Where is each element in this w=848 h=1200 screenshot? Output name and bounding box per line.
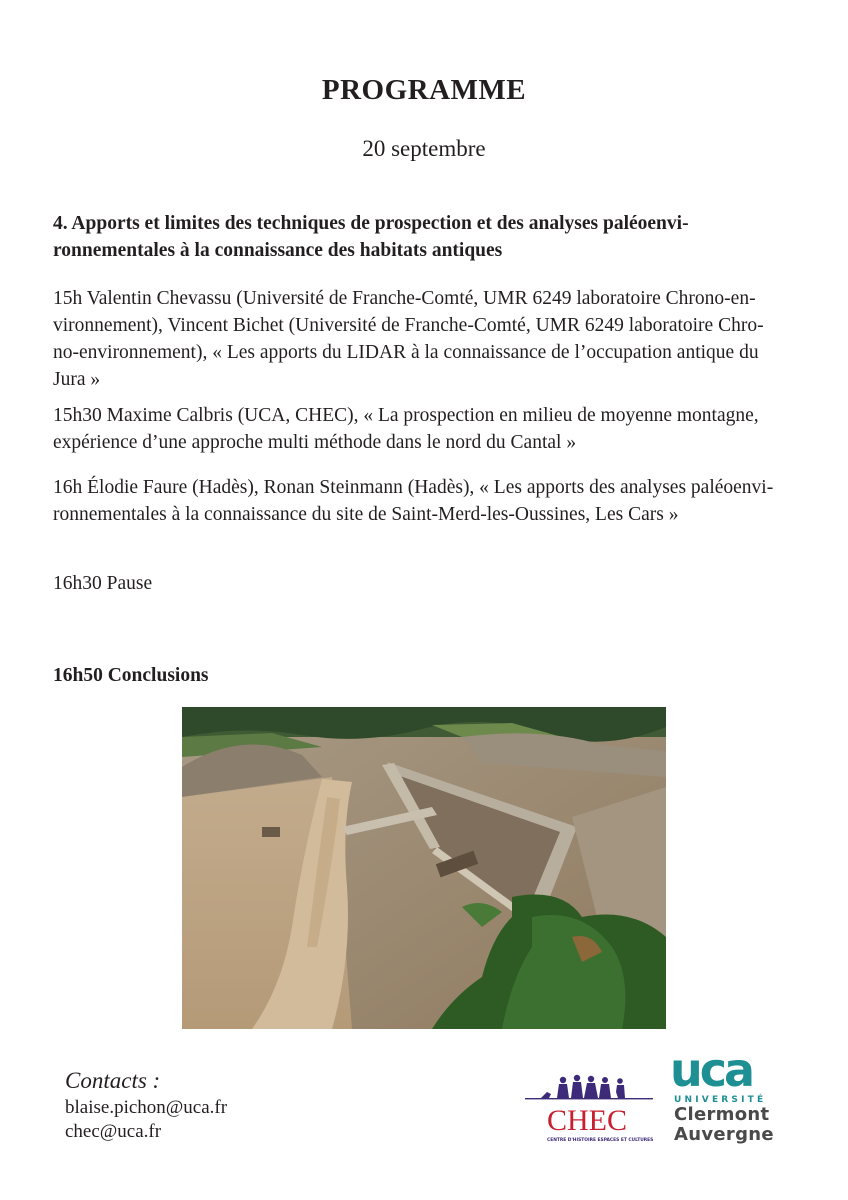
uca-logo bbox=[666, 1044, 782, 1148]
talk-entry bbox=[53, 285, 793, 393]
section-heading-line: 4. Apports et limites des techniques de prospection et des analyses paléoenvi- bbox=[53, 213, 689, 234]
excavation-photo bbox=[182, 707, 666, 1029]
talk-line: vironnement), Vincent Bichet (Université de Franche-Comté, UMR 6249 laboratoire Chro- bbox=[53, 315, 764, 336]
conclusions-entry: 16h50 Conclusions bbox=[53, 665, 209, 686]
section-heading bbox=[53, 210, 793, 264]
section-heading-line: ronnementales à la connaissance des habitats antiques bbox=[53, 240, 503, 261]
page-title: PROGRAMME bbox=[321, 74, 527, 106]
talk-line: 15h30 Maxime Calbris (UCA, CHEC), « La prospection en milieu de moyenne montagne, bbox=[53, 405, 759, 426]
pause-entry: 16h30 Pause bbox=[53, 573, 153, 594]
uca-wordmark: uca bbox=[670, 1044, 753, 1096]
talk-line: 16h Élodie Faure (Hadès), Ronan Steinmann (Hadès), « Les apports des analyses paléoenvi- bbox=[53, 477, 774, 498]
program-date: 20 septembre bbox=[362, 136, 486, 161]
contacts-label: Contacts : bbox=[65, 1068, 161, 1093]
chec-logo bbox=[521, 1068, 656, 1148]
contact-email[interactable]: chec@uca.fr bbox=[65, 1121, 162, 1142]
chec-name: CHEC bbox=[547, 1104, 628, 1137]
talk-line: expérience d’une approche multi méthode dans le nord du Cantal » bbox=[53, 432, 577, 453]
talk-line: 15h Valentin Chevassu (Université de Franche-Comté, UMR 6249 laboratoire Chrono-en- bbox=[53, 288, 756, 309]
uca-auvergne: Auvergne bbox=[674, 1124, 774, 1145]
contact-email[interactable]: blaise.pichon@uca.fr bbox=[65, 1097, 228, 1118]
talk-line: no-environnement), « Les apports du LIDAR à la connaissance de l’occupation antique du bbox=[53, 342, 759, 363]
talk-entry bbox=[53, 474, 793, 528]
talk-line: ronnementales à la connaissance du site de Saint-Merd-les-Oussines, Les Cars » bbox=[53, 504, 679, 525]
uca-clermont: Clermont bbox=[674, 1104, 770, 1125]
chec-subtitle: CENTRE D'HISTOIRE ESPACES ET CULTURES bbox=[547, 1138, 654, 1143]
talk-line: Jura » bbox=[53, 369, 101, 390]
uca-universite: UNIVERSITÉ bbox=[674, 1095, 767, 1105]
talk-entry bbox=[53, 402, 793, 456]
